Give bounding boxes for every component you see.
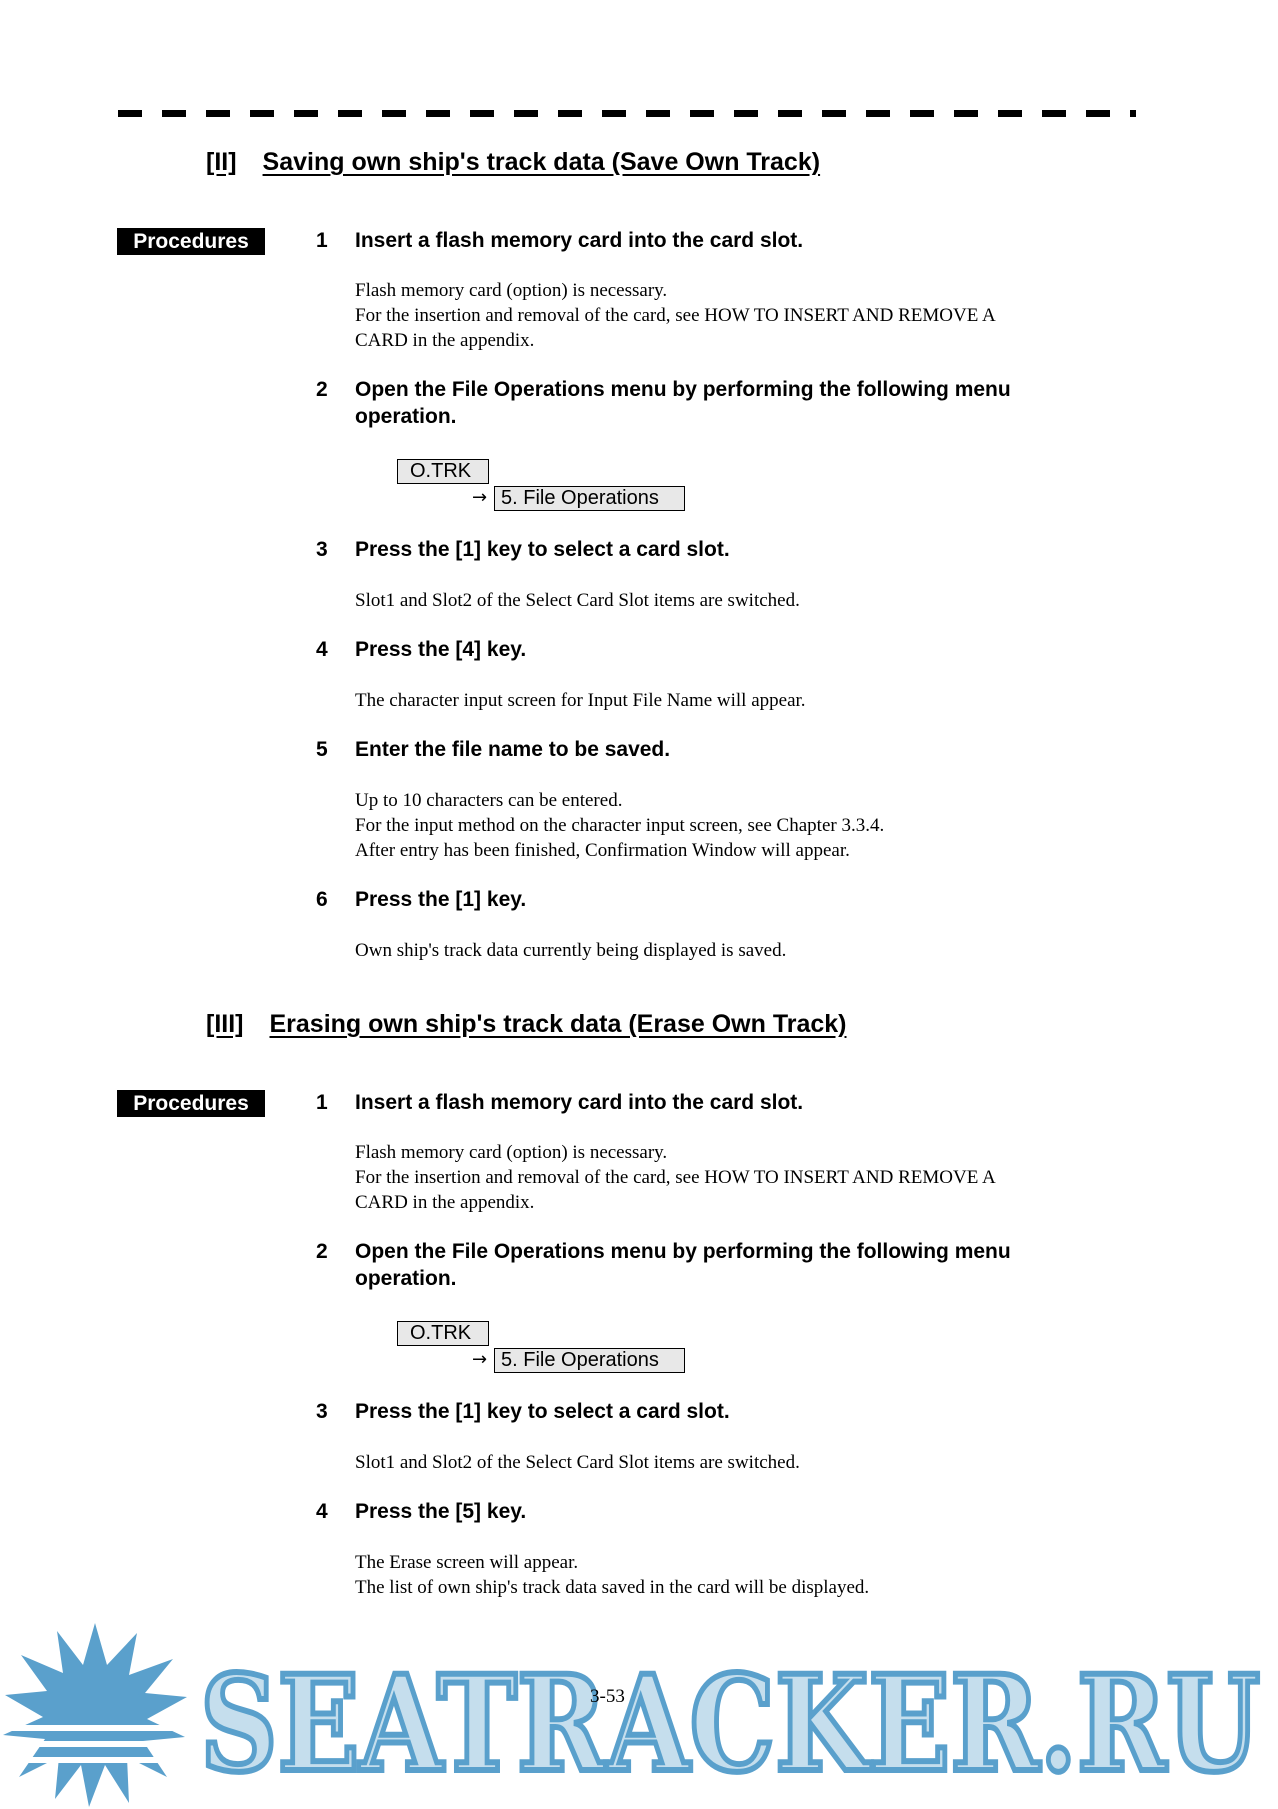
body-line: Up to 10 characters can be entered. [355, 790, 623, 811]
procedures-badge: Procedures [117, 1090, 265, 1117]
step-title: Press the [4] key. [355, 638, 527, 661]
step-number: 3 [316, 1400, 328, 1423]
step-body [355, 1450, 1115, 1475]
step-body [355, 588, 1115, 613]
page-number: 3-53 [590, 1686, 625, 1707]
arrow-right-icon: → [472, 1349, 488, 1370]
procedures-badge: Procedures [117, 228, 265, 255]
body-line: Flash memory card (option) is necessary. [355, 280, 668, 301]
step-number: 2 [316, 378, 328, 401]
menu-key-o-trk[interactable]: O.TRK [397, 459, 489, 484]
section-title-text: Erasing own ship's track data (Erase Own Track) [269, 1010, 847, 1038]
menu-item-file-operations[interactable]: 5. File Operations [494, 1348, 685, 1373]
body-line: For the insertion and removal of the card, see HOW TO INSERT AND REMOVE A [355, 1167, 996, 1188]
body-line: For the input method on the character input screen, see Chapter 3.3.4. [355, 815, 885, 836]
body-line: The list of own ship's track data saved in the card will be displayed. [355, 1577, 870, 1598]
step-title: Enter the file name to be saved. [355, 738, 671, 761]
step-body [355, 788, 1115, 863]
watermark-text-fill: SEATRACKER.RU [200, 1647, 1260, 1802]
section-title [206, 1010, 846, 1039]
step-body [355, 1550, 1115, 1600]
menu-item-file-operations[interactable]: 5. File Operations [494, 486, 685, 511]
step-body [355, 278, 1115, 353]
step-title: Press the [1] key. [355, 888, 527, 911]
body-line: Own ship's track data currently being displayed is saved. [355, 940, 787, 961]
watermark-text: SEATRACKER.RU [200, 1647, 1260, 1802]
top-dashed-rule [118, 110, 1136, 117]
body-line: CARD in the appendix. [355, 1192, 535, 1213]
body-line: The character input screen for Input File Name will appear. [355, 690, 806, 711]
section-title-text: Saving own ship's track data (Save Own Track) [262, 148, 821, 176]
step-number: 4 [316, 638, 328, 661]
section-number: [II] [206, 148, 237, 176]
step-number: 1 [316, 1091, 328, 1114]
watermark-logo [0, 1620, 1278, 1809]
menu-key-o-trk[interactable]: O.TRK [397, 1321, 489, 1346]
sun-logo-icon [0, 1623, 190, 1807]
step-title: Open the File Operations menu by performing the following menu operation. [355, 1240, 1011, 1290]
step-body [355, 1140, 1115, 1215]
step-body [355, 938, 1115, 963]
step-title: Press the [5] key. [355, 1500, 527, 1523]
step-title: Open the File Operations menu by performing the following menu operation. [355, 378, 1011, 428]
arrow-right-icon: → [472, 487, 488, 508]
step-number: 5 [316, 738, 328, 761]
step-title: Press the [1] key to select a card slot. [355, 538, 730, 561]
step-number: 4 [316, 1500, 328, 1523]
step-title: Insert a flash memory card into the card slot. [355, 229, 804, 252]
step-number: 2 [316, 1240, 328, 1263]
body-line: For the insertion and removal of the card, see HOW TO INSERT AND REMOVE A [355, 305, 996, 326]
section-title [206, 148, 820, 177]
section-number: [III] [206, 1010, 244, 1038]
step-body [355, 688, 1115, 713]
step-title: Press the [1] key to select a card slot. [355, 1400, 730, 1423]
body-line: CARD in the appendix. [355, 330, 535, 351]
body-line: The Erase screen will appear. [355, 1552, 579, 1573]
step-number: 3 [316, 538, 328, 561]
body-line: After entry has been finished, Confirmation Window will appear. [355, 840, 850, 861]
body-line: Slot1 and Slot2 of the Select Card Slot items are switched. [355, 590, 800, 611]
step-title: Insert a flash memory card into the card slot. [355, 1091, 804, 1114]
body-line: Slot1 and Slot2 of the Select Card Slot items are switched. [355, 1452, 800, 1473]
step-number: 6 [316, 888, 328, 911]
step-number: 1 [316, 229, 328, 252]
body-line: Flash memory card (option) is necessary. [355, 1142, 668, 1163]
